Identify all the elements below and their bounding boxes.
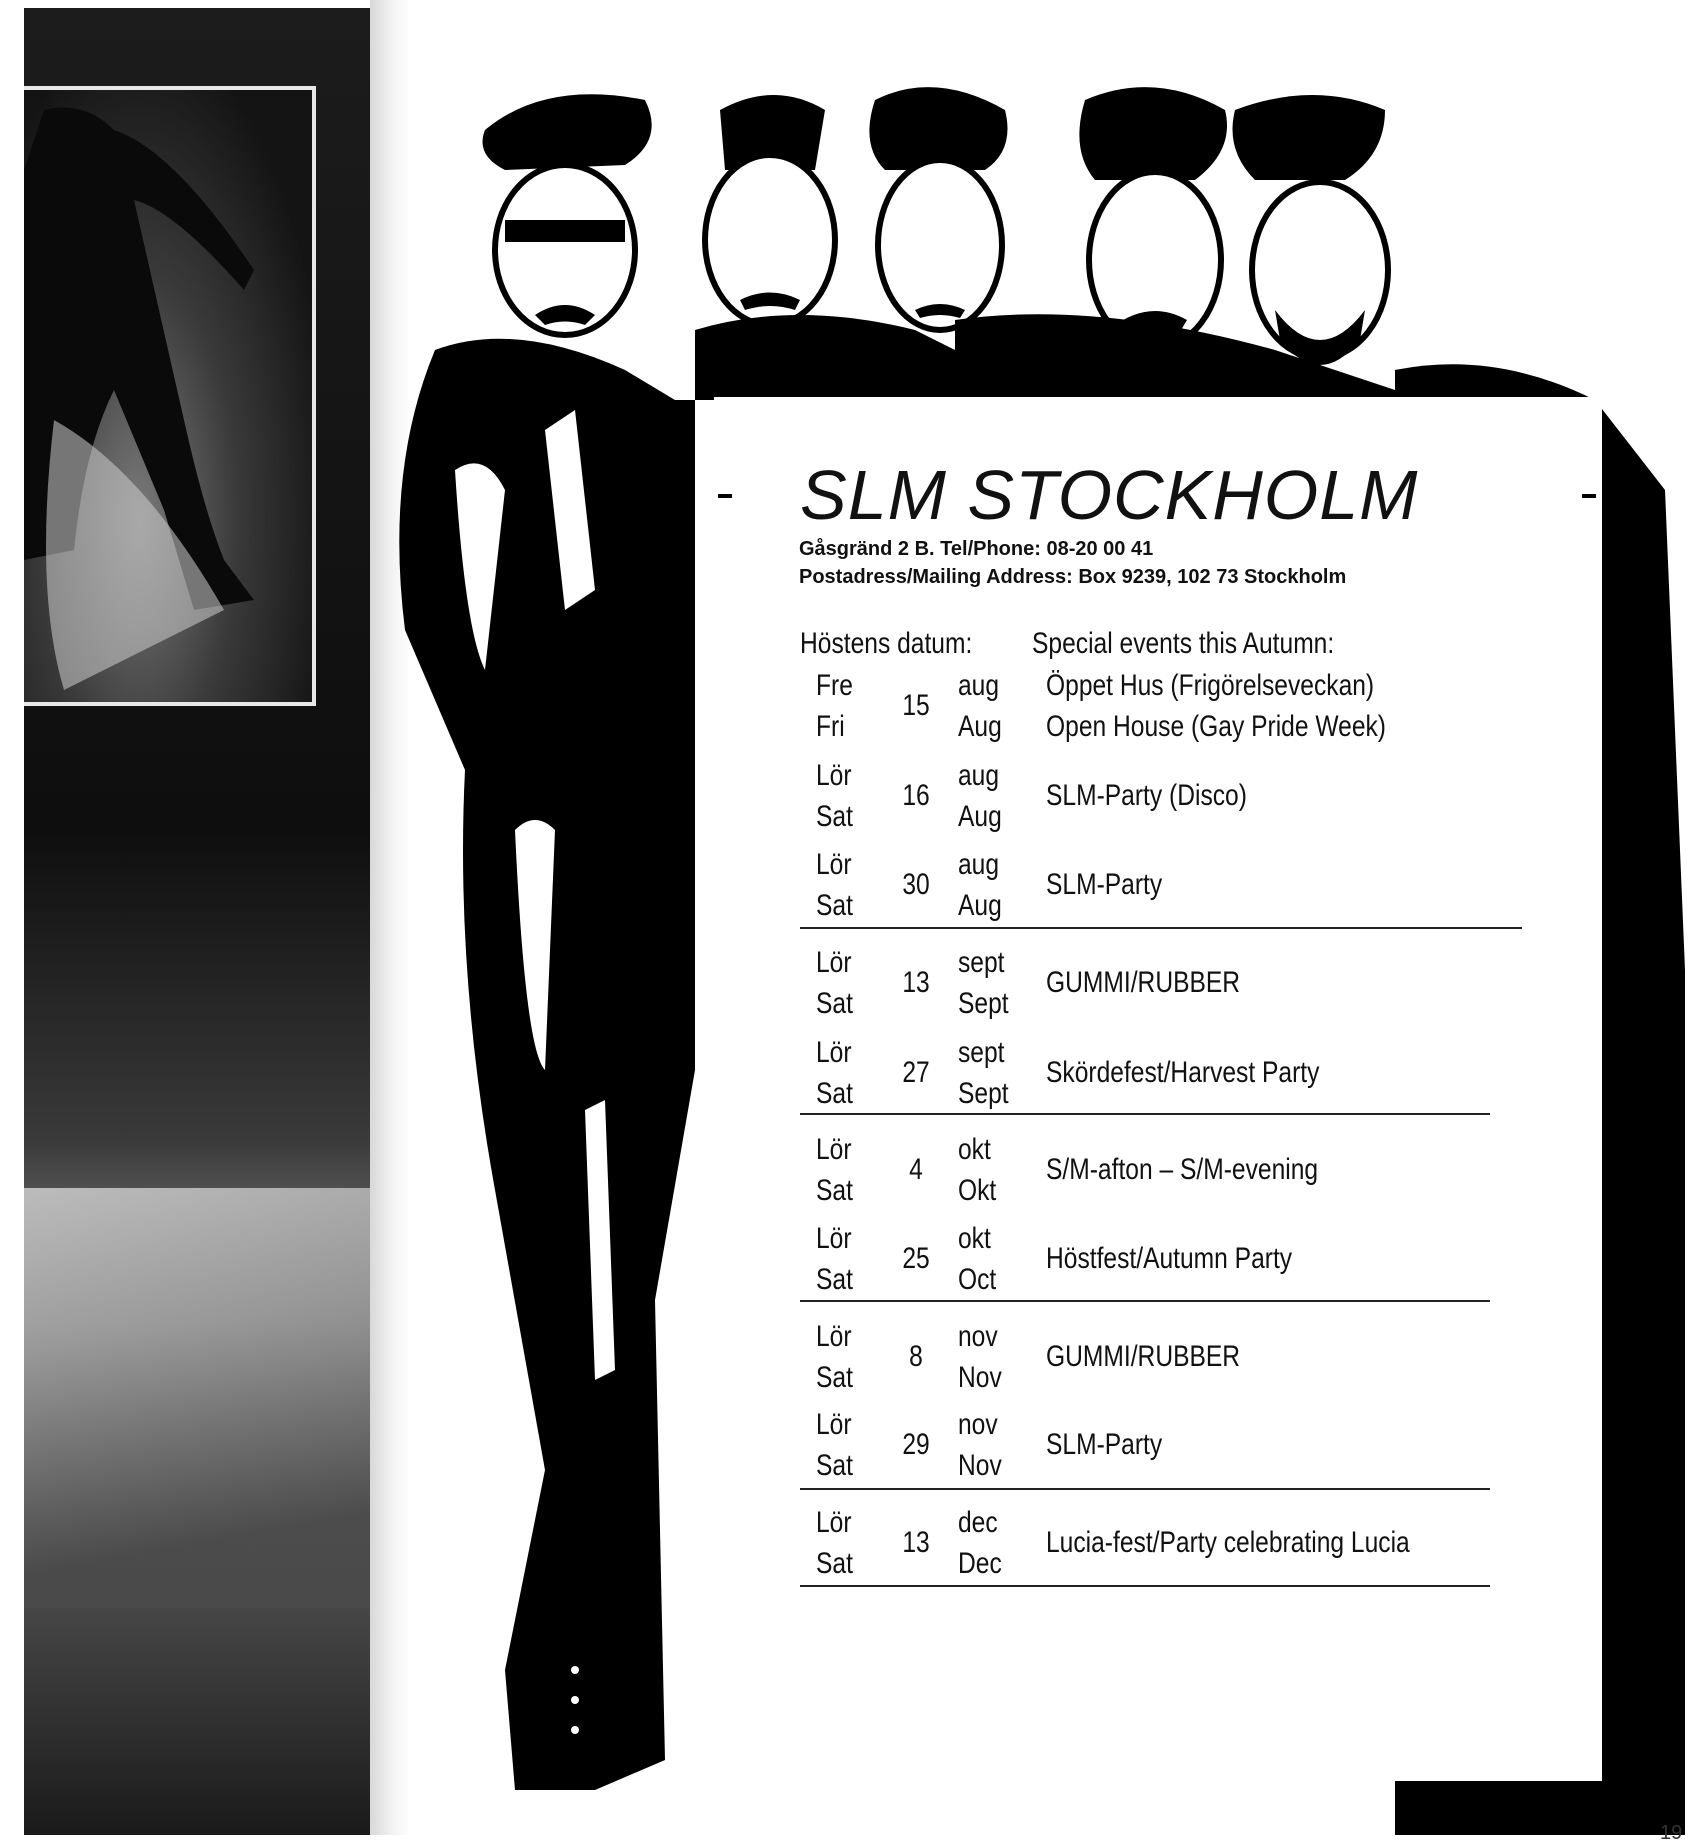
event-row: [800, 1128, 1600, 1218]
event-month-sv: aug: [958, 848, 1000, 881]
divider: [800, 1300, 1490, 1302]
dates-heading: Höstens datum:: [800, 627, 973, 660]
event-row: [800, 1403, 1600, 1493]
right-dash: [1582, 494, 1596, 498]
event-description: SLM-Party (Disco): [1046, 779, 1247, 812]
framed-photo: [24, 86, 316, 706]
event-month-sv: dec: [958, 1506, 998, 1539]
event-date: 25: [902, 1242, 930, 1275]
event-row: [800, 754, 1600, 844]
event-date: 29: [902, 1428, 930, 1461]
event-description-sv: Öppet Hus (Frigörelseveckan): [1046, 669, 1375, 702]
event-month-sv: aug: [958, 759, 1000, 792]
event-month-sv: aug: [958, 669, 1000, 702]
event-row: [800, 1315, 1600, 1405]
event-description: Lucia-fest/Party celebrating Lucia: [1046, 1526, 1410, 1559]
divider: [800, 1488, 1490, 1490]
page-title: SLM STOCKHOLM: [800, 456, 1419, 534]
divider: [800, 1113, 1490, 1115]
event-day-sv: Lör: [816, 1506, 852, 1539]
event-month-sv: nov: [958, 1320, 998, 1353]
event-day-sv: Lör: [816, 1036, 852, 1069]
event-day-en: Sat: [816, 1361, 853, 1394]
event-day-en: Fri: [816, 710, 845, 743]
event-description: Skördefest/Harvest Party: [1046, 1056, 1320, 1089]
event-date: 8: [909, 1340, 923, 1373]
event-month-sv: sept: [958, 1036, 1005, 1069]
event-description: Höstfest/Autumn Party: [1046, 1242, 1293, 1275]
event-month-en: Oct: [958, 1263, 997, 1296]
event-month-en: Sept: [958, 987, 1009, 1020]
event-day-en: Sat: [816, 1077, 853, 1110]
event-description: SLM-Party: [1046, 868, 1163, 901]
event-day-sv: Lör: [816, 1408, 852, 1441]
event-month-en: Aug: [958, 800, 1002, 833]
events-heading: Special events this Autumn:: [1032, 627, 1335, 660]
mailing-address-line: Postadress/Mailing Address: Box 9239, 102 73 Stockholm: [799, 566, 1347, 588]
event-day-sv: Fre: [816, 669, 853, 702]
event-description: SLM-Party: [1046, 1428, 1163, 1461]
event-day-sv: Lör: [816, 848, 852, 881]
event-day-en: Sat: [816, 889, 853, 922]
event-date: 13: [902, 1526, 930, 1559]
divider: [800, 927, 1522, 929]
event-row: [800, 664, 1600, 754]
event-day-en: Sat: [816, 1547, 853, 1580]
address-line: Gåsgränd 2 B. Tel/Phone: 08-20 00 41: [799, 538, 1154, 560]
event-month-sv: okt: [958, 1133, 991, 1166]
left-dash: [718, 494, 732, 498]
event-day-sv: Lör: [816, 1133, 852, 1166]
surfer-photo-icon: [24, 90, 312, 702]
event-month-en: Sept: [958, 1077, 1009, 1110]
event-month-sv: sept: [958, 946, 1005, 979]
event-day-en: Sat: [816, 1449, 853, 1482]
event-day-sv: Lör: [816, 1222, 852, 1255]
event-month-en: Dec: [958, 1547, 1002, 1580]
event-date: 27: [902, 1056, 930, 1089]
event-day-sv: Lör: [816, 759, 852, 792]
event-date: 15: [902, 689, 930, 722]
event-description: S/M-afton – S/M-evening: [1046, 1153, 1319, 1186]
event-row: [800, 1501, 1600, 1591]
event-row: [800, 1031, 1600, 1121]
event-month-en: Aug: [958, 889, 1002, 922]
event-date: 13: [902, 966, 930, 999]
page-number: 19: [1660, 1822, 1683, 1844]
event-date: 4: [909, 1153, 923, 1186]
left-page-photo: [24, 8, 384, 1835]
event-description: GUMMI/RUBBER: [1046, 966, 1241, 999]
event-day-en: Sat: [816, 1263, 853, 1296]
event-day-en: Sat: [816, 987, 853, 1020]
event-month-sv: nov: [958, 1408, 998, 1441]
event-day-sv: Lör: [816, 946, 852, 979]
event-month-en: Nov: [958, 1361, 1002, 1394]
event-day-sv: Lör: [816, 1320, 852, 1353]
event-month-en: Aug: [958, 710, 1002, 743]
surf-wave: [24, 1188, 384, 1608]
event-row: [800, 1217, 1600, 1307]
event-month-en: Okt: [958, 1174, 997, 1207]
event-month-en: Nov: [958, 1449, 1002, 1482]
event-day-en: Sat: [816, 1174, 853, 1207]
event-description-en: Open House (Gay Pride Week): [1046, 710, 1386, 743]
event-month-sv: okt: [958, 1222, 991, 1255]
event-date: 16: [902, 779, 930, 812]
event-row: [800, 843, 1600, 933]
divider: [800, 1585, 1490, 1587]
event-row: [800, 941, 1600, 1031]
event-date: 30: [902, 868, 930, 901]
event-description: GUMMI/RUBBER: [1046, 1340, 1241, 1373]
event-day-en: Sat: [816, 800, 853, 833]
